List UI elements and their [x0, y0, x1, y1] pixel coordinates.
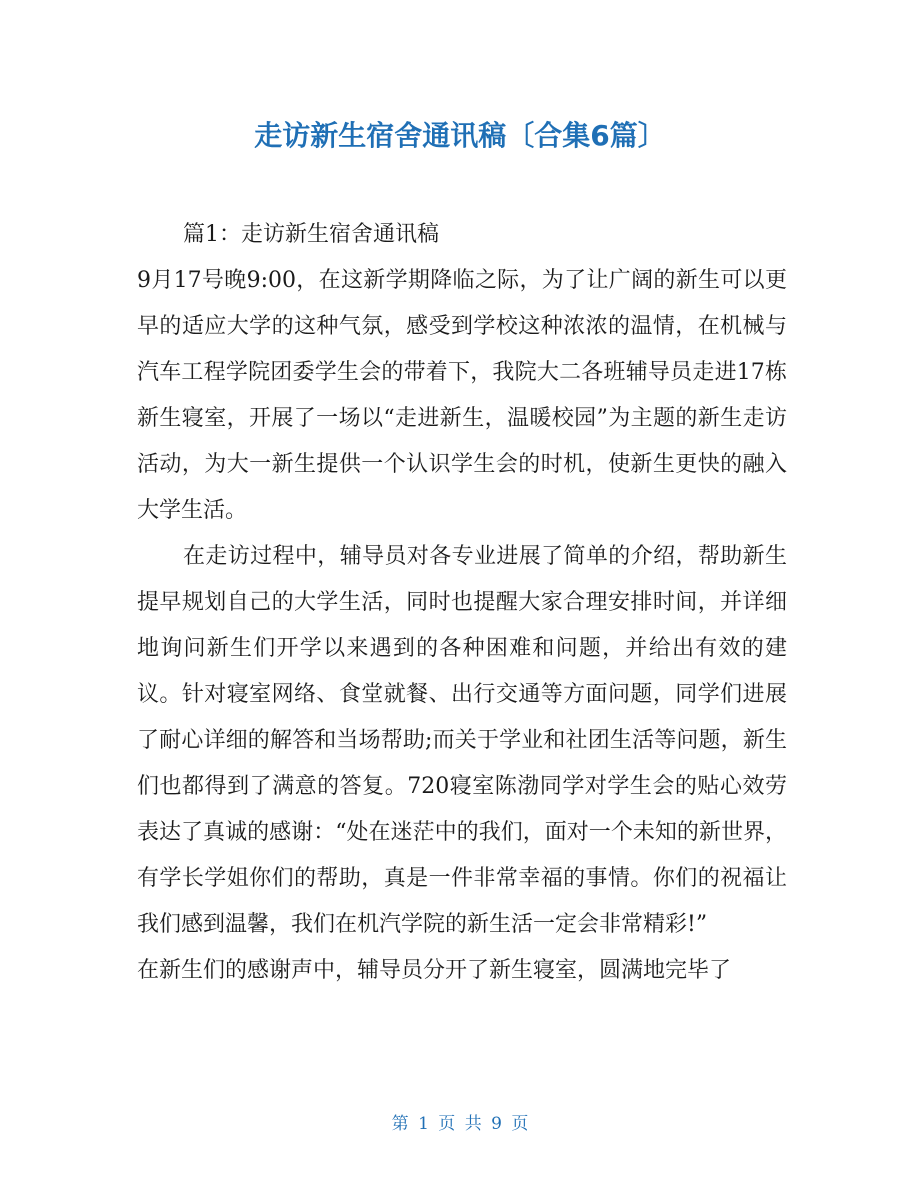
- section-heading: 篇1：走访新生宿舍通讯稿: [183, 222, 439, 247]
- page-footer: 第 1 页 共 9 页: [391, 1114, 529, 1134]
- paragraph-3: 在新生们的感谢声中，辅导员分开了新生寝室，圆满地完毕了: [137, 958, 732, 983]
- document-body: [137, 212, 787, 994]
- document-title: 走访新生宿舍通讯稿〔合集6篇〕: [254, 119, 666, 152]
- paragraph-1: 9月17号晚9:00，在这新学期降临之际，为了让广阔的新生可以更早的适应大学的这种气氛，感受到学校这种浓浓的温情，在机械与汽车工程学院团委学生会的带着下，我院大二各班辅导员走进17栋新生寝室，开展了一场以“走进新生，温暖校园”为主题的新生走访活动，为大一新生提供一个认识学生会的时机，使新生更快的融入大学生活。: [137, 268, 787, 523]
- paragraph-2: 在走访过程中，辅导员对各专业进展了简单的介绍，帮助新生提早规划自己的大学生活，同时也提醒大家合理安排时间，并详细地询问新生们开学以来遇到的各种困难和问题，并给出有效的建议。针对寝室网络、食堂就餐、出行交通等方面问题，同学们进展了耐心详细的解答和当场帮助;而关于学业和社团生活等问题，新生们也都得到了满意的答复。720寝室陈渤同学对学生会的贴心效劳表达了真诚的感谢：“处在迷茫中的我们，面对一个未知的新世界，有学长学姐你们的帮助，真是一件非常幸福的事情。你们的祝福让我们感到温馨，我们在机汽学院的新生活一定会非常精彩!”: [137, 544, 787, 937]
